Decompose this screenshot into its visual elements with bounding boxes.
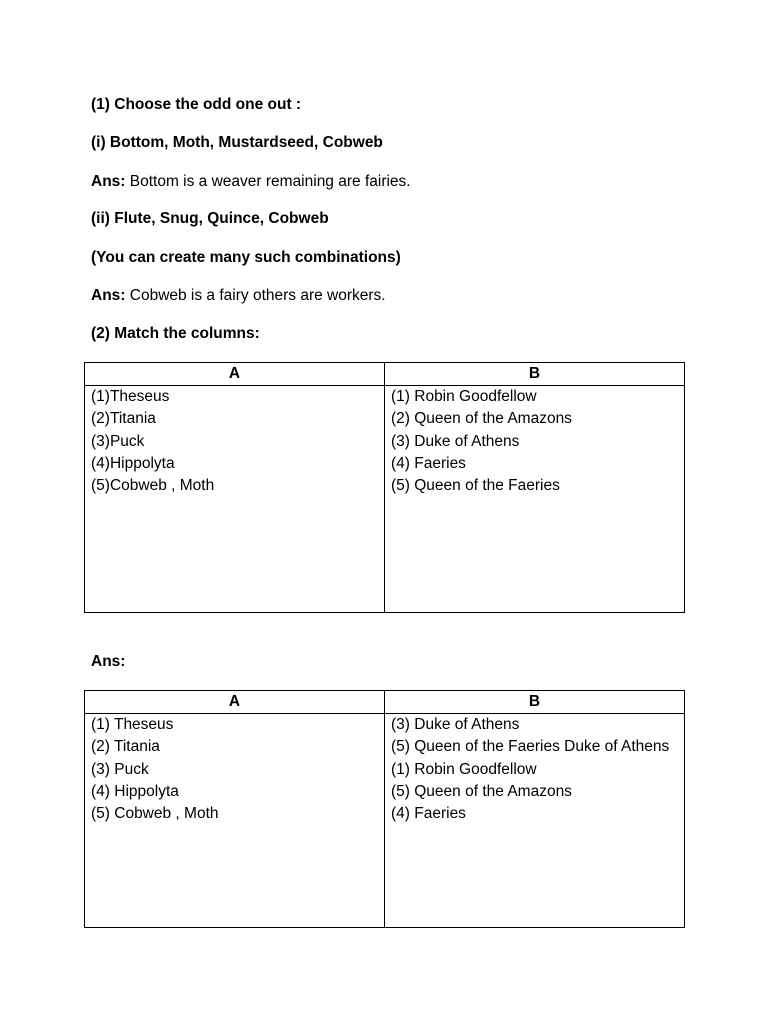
column-b-item: (1) Robin Goodfellow — [391, 760, 537, 778]
column-a-cell — [85, 386, 385, 613]
answer-label: Ans: — [91, 287, 126, 304]
column-a-item: (1)Theseus — [91, 388, 170, 405]
column-a-item: (1) Theseus — [91, 716, 174, 733]
column-a-item: (3) Puck — [91, 760, 149, 778]
answer-text: Cobweb is a fairy others are workers. — [125, 287, 386, 304]
q1-item2-question: (ii) Flute, Snug, Quince, Cobweb — [91, 210, 329, 227]
q2-heading: (2) Match the columns: — [91, 325, 260, 342]
column-b-item: (3) Duke of Athens — [391, 432, 520, 450]
answer-table — [84, 690, 685, 928]
column-a-header: A — [85, 691, 385, 714]
column-b-cell — [385, 714, 685, 928]
column-a-item: (5)Cobweb , Moth — [91, 477, 215, 495]
q2-answer-label: Ans: — [91, 653, 126, 670]
column-b-item: (5) Queen of the Faeries — [391, 477, 560, 495]
column-b-item: (5) Queen of the Faeries Duke of Athens — [391, 738, 670, 756]
match-columns-table — [84, 362, 685, 613]
q1-item1-answer — [91, 172, 411, 192]
column-a-item: (5) Cobweb , Moth — [91, 805, 219, 823]
q1-item2-note: (You can create many such combinations) — [91, 249, 401, 266]
column-a-item: (4) Hippolyta — [91, 782, 179, 800]
column-b-item: (4) Faeries — [391, 805, 466, 823]
column-a-item: (4)Hippolyta — [91, 454, 175, 472]
q1-heading: (1) Choose the odd one out : — [91, 96, 302, 113]
column-b-header: B — [385, 363, 685, 386]
column-b-item: (3) Duke of Athens — [391, 716, 520, 733]
answer-text: Bottom is a weaver remaining are fairies. — [125, 173, 411, 190]
column-b-item: (4) Faeries — [391, 454, 466, 472]
column-a-item: (3)Puck — [91, 432, 145, 450]
column-b-item: (2) Queen of the Amazons — [391, 410, 572, 428]
column-a-header: A — [85, 363, 385, 386]
column-a-cell — [85, 714, 385, 928]
column-a-item: (2) Titania — [91, 738, 160, 756]
column-b-header: B — [385, 691, 685, 714]
q1-item2-answer — [91, 286, 386, 306]
q1-item1-question: (i) Bottom, Moth, Mustardseed, Cobweb — [91, 134, 383, 151]
column-b-item: (1) Robin Goodfellow — [391, 388, 537, 405]
column-b-item: (5) Queen of the Amazons — [391, 782, 572, 800]
column-b-cell — [385, 386, 685, 613]
answer-label: Ans: — [91, 173, 126, 190]
column-a-item: (2)Titania — [91, 410, 156, 428]
